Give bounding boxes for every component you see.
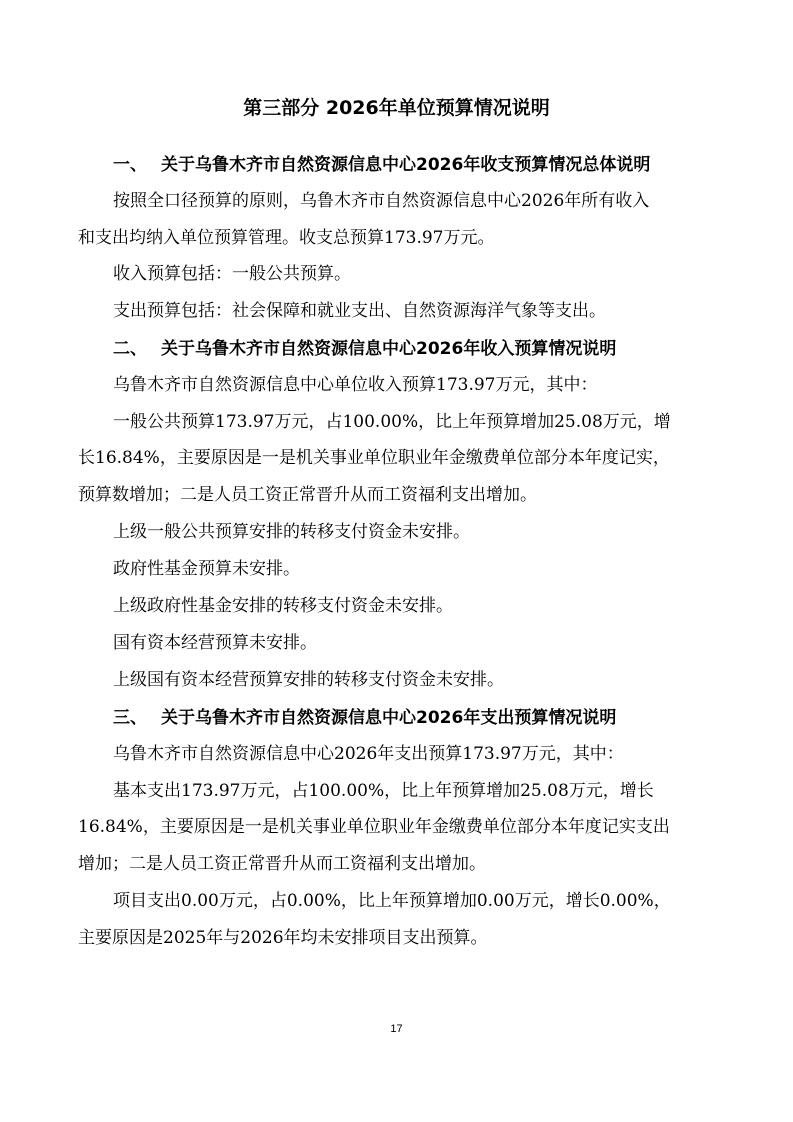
section-2-heading-text: 关于乌鲁木齐市自然资源信息中心2026年收入预算情况说明: [161, 339, 617, 359]
section-3-heading-text: 关于乌鲁木齐市自然资源信息中心2026年支出预算情况说明: [161, 708, 617, 728]
paragraph-line: 基本支出173.97万元，占100.00%，比上年预算增加25.08万元，增长: [113, 781, 654, 801]
paragraph-line: 16.84%，主要原因是一是机关事业单位职业年金缴费单位部分本年度记实支出: [78, 817, 670, 837]
paragraph-line: 支出预算包括：社会保障和就业支出、自然资源海洋气象等支出。: [113, 301, 606, 321]
section-2-number: 二、: [113, 339, 147, 359]
page-title: 第三部分 2026年单位预算情况说明: [243, 97, 550, 119]
section-3-number: 三、: [113, 708, 147, 728]
section-1-heading-text: 关于乌鲁木齐市自然资源信息中心2026年收支预算情况总体说明: [161, 155, 651, 175]
paragraph-line: 项目支出0.00万元，占0.00%，比上年预算增加0.00万元，增长0.00%，: [113, 891, 671, 911]
section-1-number: 一、: [113, 155, 147, 175]
paragraph-line: 政府性基金预算未安排。: [113, 559, 300, 579]
page-number: 17: [390, 1023, 403, 1035]
paragraph-line: 乌鲁木齐市自然资源信息中心2026年支出预算173.97万元，其中：: [113, 744, 624, 764]
section-1-heading: [113, 153, 650, 177]
paragraph-line: 长16.84%，主要原因是一是机关事业单位职业年金缴费单位部分本年度记实，: [78, 448, 670, 468]
paragraph-line: 一般公共预算173.97万元，占100.00%，比上年预算增加25.08万元，增: [113, 412, 671, 432]
section-2-heading: [113, 337, 616, 361]
paragraph-line: 和支出均纳入单位预算管理。收支总预算173.97万元。: [78, 228, 495, 248]
paragraph-line: 增加；二是人员工资正常晋升从而工资福利支出增加。: [78, 854, 486, 874]
paragraph-line: 预算数增加；二是人员工资正常晋升从而工资福利支出增加。: [78, 485, 537, 505]
paragraph-line: 国有资本经营预算未安排。: [113, 633, 317, 653]
paragraph-line: 上级一般公共预算安排的转移支付资金未安排。: [113, 522, 470, 542]
paragraph-line: 按照全口径预算的原则，乌鲁木齐市自然资源信息中心2026年所有收入: [113, 191, 650, 211]
section-3-heading: [113, 706, 616, 730]
paragraph-line: 收入预算包括：一般公共预算。: [113, 264, 351, 284]
paragraph-line: 乌鲁木齐市自然资源信息中心单位收入预算173.97万元，其中：: [113, 375, 598, 395]
paragraph-line: 主要原因是2025年与2026年均未安排项目支出预算。: [78, 928, 488, 948]
paragraph-line: 上级国有资本经营预算安排的转移支付资金未安排。: [113, 670, 504, 690]
paragraph-line: 上级政府性基金安排的转移支付资金未安排。: [113, 596, 453, 616]
